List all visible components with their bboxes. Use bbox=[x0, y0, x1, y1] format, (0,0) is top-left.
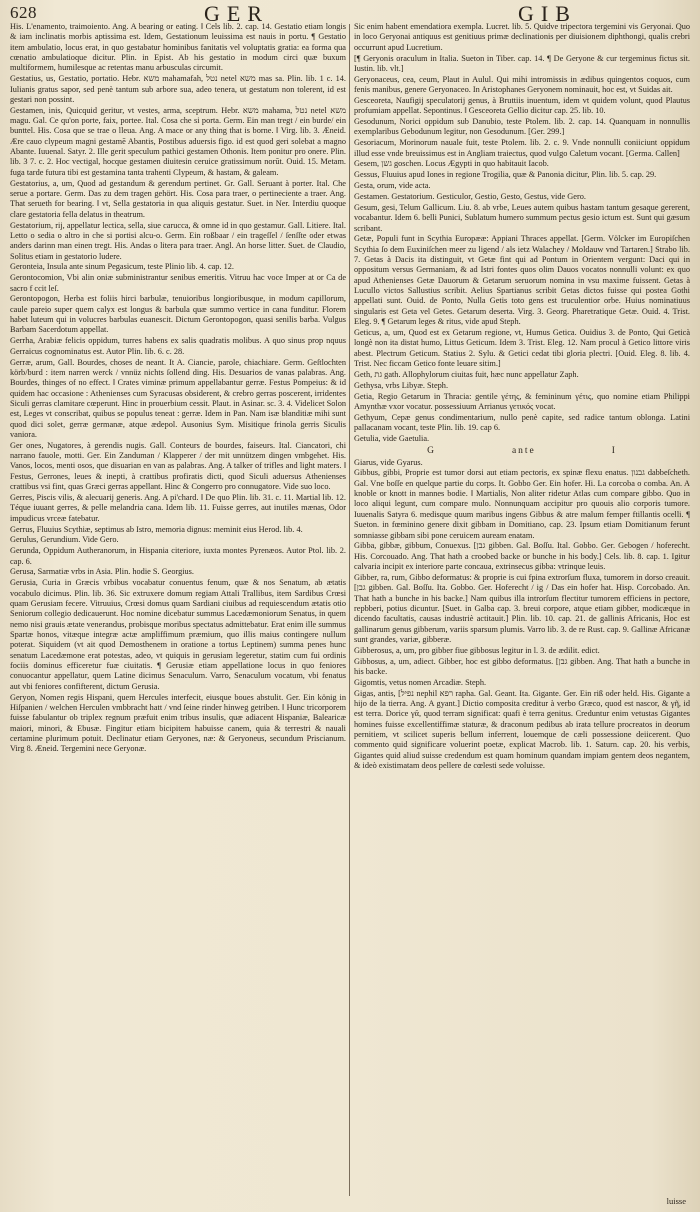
dictionary-entry: Gigomtis, vetus nomen Arcadiæ. Steph. bbox=[354, 677, 487, 687]
dictionary-entry: Gesceoreta, Naufigij speculatorij genus, à Bruttiis inuentum, idem vt quidem volunt, quod Plautus profumiam appellat. Sepontinus. ‖ Gesceoreta Gellio dicitur cap. 25. lib. 10. bbox=[354, 95, 690, 116]
dictionary-entry: Geryon, Nomen regis Hispani, quem Hercules interfecit, eiusque boues abstulit. Ger. Ein könig in Hiſpanien / welchen Herculen vmbbracht hatt / vnd ſeine rinder hinweg getriben. ‖ Hunc tricorporem fuisse fabulantur ob triplex regnum præfuit enim tribus insulis, quæ adiacent Hispaniæ, Balearicæ maiori, minori, & Ebusæ. Fingitur etiam bicipitem habuisse canem, quia & terrestri & nauali certamine plurimum potuit. Declinatur etiam Geryones, næ: & Geryoneus, secundum Priscianum. Virg 8. Æneid. Tergemini nece Geryonæ. bbox=[10, 692, 346, 754]
right-column-entries-upper bbox=[354, 22, 690, 444]
dictionary-entry: Gerræ, arum, Gall. Bourdes, choses de neant. It A. Ciancie, parole, chiachiare. Germ. Geſtlochten körb/burd : item narren werck / vnnüz nichts ſollend ding. His. Desuarios de vanas palabras. Ang. Bourdes, thinges of no effect. ‖ Crates viminæ primum appellabantur gerræ. Festus Pompeius: & id quidem hac occasione : Athenienses cum Syracusas obsiderent, & crebro gerras poscerent, irridentes Siculi gerras clamitare cœperunt. Hinc in prouerbium cessit. Plaut. in Asinar. sc. 3. 4. Videlicet Solon est, Leges vt conscribat, quibus se populus teneat : gerræ. Idem in Pan. Nam isæ blanditiæ mihi sunt quod dici solet, gerræ germanæ, atque ædepol. Ausonius Sym. Misitique frinola gerris Siculis vaniora. bbox=[10, 357, 346, 439]
dictionary-entry: Gestatorium, rij, appellatur lectica, sella, siue carucca, & omne id in quo gestamur. Gall. Litiere. Ital. Letto o sedia o altro in che si portisi alcu-o. Germ. Ein roßbaar / ein trageſſel / ſenſſte oder etwas anders darinn man einen tregt. His. Andas o litera para traer. Angl. An horse litter. Suet. de Claudio, Solitus etiam in gestatorio ludere. bbox=[10, 220, 346, 261]
dictionary-entry: Gestamen. Gestatorium. Gesticulor, Gestio, Gesto, Gestus, vide Gero. bbox=[354, 192, 586, 201]
dictionary-entry: Gesoriacum, Morinorum nauale fuit, teste Ptolem. lib. 2. c. 9. Vnde nonnulli coniiciunt oppidum illud esse vnde breuissimus est in Angliam traiectus, quod vulgo Caletum vocant. [Germa. Callen] bbox=[354, 138, 690, 158]
dictionary-entry: Gessus, Fluuius apud Iones in regione Trogilia, quæ & Panonia dicitur, Plin. lib. 5. cap. 29. bbox=[354, 170, 657, 180]
dictionary-entry: Gerulus, Gerundium. Vide Gero. bbox=[10, 535, 119, 545]
dictionary-entry: Gesta, orum, vide acta. bbox=[354, 181, 431, 191]
left-column bbox=[10, 22, 346, 1202]
dictionary-entry: Gesum, gesi, Telum Gallicum. Liu. 8. ab vrbe, Leues autem quibus hastam tantum gesaque gererent, vocabantur. Idem 6. belli Punici, Sublatum humero summum pectus gesio ictum est. Sunt qui gæsum scribant. bbox=[354, 202, 690, 233]
running-head-right: GIB bbox=[518, 1, 577, 26]
dictionary-entry: Gerontocomion, Vbi alin oniæ subministrantur senibus emeritis. Vitruu hac voce Imper at or Ca de sacro f ccit leſ. bbox=[10, 273, 346, 293]
dictionary-entry: Gethysa, vrbs Libyæ. Steph. bbox=[354, 380, 449, 390]
dictionary-entry: Gestatius, us, Gestatio, portatio. Hebr. משא mahamafah, נטל netel משא mas sa. Plin. lib. 1 c. 14. Iulianis gratus sapor, sed penè tantum sub arbore sua, adeo tenera, ut gestatum non tolerent, id est gestari non possint. bbox=[10, 74, 346, 104]
dictionary-entry: Gerres, Piscis vilis, & alecuarij generis. Ang. A pi'chard. ‖ De quo Plin. lib. 31. c. 11. Martial lib. 12. Téque iuuant gerres, & pelle melandria cana. Idem lib. 11. Fuisse gerres, aut inutiles mænas, Odor impudicus vrceæ fatebatur. bbox=[10, 492, 346, 523]
dictionary-entry: Gerontopogon, Herba est foliis hirci barbulæ, tenuioribus longioribusque, in modum capillorum, caule pareio super quem calyx est longus & barbula quæ summo vertice in cana funditur. Florem habet luteum qui in volucres barbulas euanescit. Dictum Gerontopogon, quasi senilis barba. Vulgus Barbam Sacerdotum appellat. bbox=[10, 294, 346, 335]
dictionary-entry: Gibba, gibbæ, gibbum, Conuexus. [גבן gibben. Gal. Boſſu. Ital. Gobbo. Ger. Gebogen / hoferecht. His. Corcouado. Ang. That hath a croobed backe or bunche in his body.] Cels. lib. 8. cap. 1. Igitur calvaria incipit ex interiore parte concaua, extrinsecus gibba: vtrinque leuis. bbox=[354, 541, 690, 572]
page-number: 628 bbox=[10, 3, 37, 22]
section-heading-middle: ante bbox=[511, 446, 536, 457]
dictionary-entry: Sic enim habent emendatiora exempla. Lucret. lib. 5. Quidve tripectora tergemini vis Geryonai. Quo in loco Geryonai antiquus est genitiuus primæ declinationis per diuisionem diphthongi, qualis crebri occurrunt apud Lucretium. bbox=[354, 22, 690, 52]
catchword: luisse bbox=[666, 1196, 686, 1206]
dictionary-entry: His. L'enamento, traimoiento. Ang. A bearing or eating. ‖ Cels lib. 2. cap. 14. Gestatio etiam longis & iam inclinatis morbis aptissima est. Idem, Gestationum leuissima est nauis in portu. ¶ Gestatio item ambulatio, locus erat, in quo gestabatur hominibus fanitatis vel voluptatis gratia: ea forma qua cœnatio ambulatioque dicitur. Plin. in Epist. Ab his gestatio in modum circi quæ buxum multiformem, humilesque ac retentas manu arbusculas circumit. bbox=[10, 22, 346, 73]
dictionary-entry: Gibber, ra, rum, Gibbo deformatus: & proprie is cui fpina extrorſum fluxa, tumorem in dorso creauit. [גבן gibben. Gal. Boſſu. Ita. Gobbo. Ger. Hoferecht / ig / Das ein hofer hat. Hisp. Corcobado. An. That hath a bunche in his backe.] Nam quibus illa introrſum flectitur tumorem efficiens in pectore, repbberi, potius dicuntur. [Suet. in Galba cap. 3. breui corpore, atque etiam gibber, modicæque in dicendo facultatis, causas industriè actitauit.] Plin. lib. 10. cap. 21. de gallinis Africanis, Hoc est gallinarum genus gibberum, variis sparsum plumis. Varro lib. 3. de re Rust. cap. 9. Gallinæ Africanæ sunt grandes, variæ, gibberæ. bbox=[354, 572, 690, 644]
dictionary-entry: Gesem, גשן goschen. Locus Ægypti in quo habitauit Iacob. bbox=[354, 159, 549, 169]
dictionary-entry: Gigas, antis, [נפיל nephil רפא rapha. Gal. Geant. Ita. Gigante. Ger. Ein riß oder held. His. Gigante a hijo de la tierra. Ang. A gyant.] Dictio composita creditur à verbo Græco, quod est nascor, & γῆ, id est terra. Dorice γᾶ, quod terram significat: quafi è terra genitus. Creduntur enim vetustas Gigantes homines fuisse excellentiffimæ staturæ, & draconum pedibus ab irata tellure procreatos in deorum pernitiem, vt scilicet superis bellum inferrent, louemque de cæli possessione deiicerent. Quo commento quid significare voluerint poetæ, explicat Macrob. lib. 1. Saturn. cap. 20. his verbis, Gigantes quid aliud suisse credendum est quam hominum quandam impiam gentem deos negantem, & ideò existimatam deos pellere de cœlesti sede voluisse. bbox=[354, 688, 690, 771]
dictionary-entry: Gethyum, Cepæ genus condimentarium, nullo penè capite, sed radice tantum oblonga. Latini pallacanam vocant, teste Plin. lib. 19. cap 6. bbox=[354, 412, 690, 433]
dictionary-entry: Giarus, vide Gyarus. bbox=[354, 457, 423, 467]
dictionary-entry: Gerrus, Fluuius Scythiæ, septimus ab Istro, memoria dignus: meminit eius Herod. lib. 4. bbox=[10, 524, 303, 534]
dictionary-entry: Getulia, vide Gaetulia. bbox=[354, 433, 430, 443]
right-column bbox=[354, 22, 690, 1202]
dictionary-entry: Gestatorius, a, um, Quod ad gestandum & gerendum pertinet. Gr. Gall. Seruant à porter. Ital. Che serue a portare. Germ. Das zu dem tragen gehört. His. Cosa para traer, o pertineciente a traer. Ang. That serueth for bearing. ‖ vt, Sella gestatoria in qua aliquis gestatur. Suet. in Ner. Interdiu quoque clare gestatoria fella delatus in theatrum. bbox=[10, 178, 346, 219]
column-divider bbox=[349, 24, 350, 1196]
dictionary-entry: Gesodunum, Norici oppidum sub Danubio, teste Ptolem. lib. 2. cap. 14. Quanquam in nonnullis exemplaribus Gebodunum legitur, non Gesodunum. [Ger. 299.] bbox=[354, 117, 690, 137]
running-head-left: GER bbox=[204, 1, 269, 26]
dictionary-entry: Gerunda, Oppidum Autheranorum, in Hispania citeriore, iuxta montes Pyrenæos. Autor Ptol. lib. 2. cap. 6. bbox=[10, 546, 346, 566]
dictionary-entry: Geronteia, Insula ante sinum Pegasicum, teste Plinio lib. 4. cap. 12. bbox=[10, 262, 234, 272]
dictionary-entry: Gibbosus, a, um, adiect. Gibber, hoc est gibbo deformatus. [גבן gibben. Ang. That hath a bunche in his backe. bbox=[354, 656, 690, 676]
dictionary-entry: Ger ones, Nugatores, à gerendis nugis. Gall. Conteurs de bourdes, faiseurs. Ital. Ciancatori, chi narrano fauole, motti. Ger. Ein Zanduman / Klapperer / der mit unnützem dingen vmbgehet. His. Vanos, locos, menti osos, que disuarian en van as palabras. Ang. A talker of trifles and light maters. ‖ Festus, Gerrones, leues & inepti, à crattibus profiratis dicti, quod Siculi aduersus Athenienses crattibus vsi fint, quas Græci gerras appellant. Hinc & Congerro pro connugatore. Vide suo loco. bbox=[10, 440, 346, 492]
section-heading-right: I bbox=[611, 446, 617, 457]
dictionary-entry: Geticus, a, um, Quod est ex Getarum regione, vt, Humus Getica. Ouidius 3. de Ponto, Qui Geticà longè non ita distat humo, Littus Geticum. Idem 3. Trist. Eleg. 12. Nam procul à Getico littore viris abest. Plectrum Geticum. Statius 2. Sylu. & Getici cedat tibi gloria plectri. [Ouid. Eleg. 8. lib. 4. Trist. Nec ficcam Getico fonte leuare sitim.] bbox=[354, 327, 690, 368]
dictionary-entry: Gibberosus, a, um, pro gibber fiue gibbosus legitur in l. 3. de ædilit. edict. bbox=[354, 645, 600, 655]
dictionary-entry: Getæ, Populi funt in Scythia Europææ: Appiani Thraces appellat. [Germ. Völcker im Europiſchen Scythia ſo dem Euxiniſchen meer zu ligend / als ietz Walachey / Moldauw vnd Tartaren.] Strabo lib. 7. Getas à Dacis ita distinguit, vt Getæ fint qui ad Pontum in Orientem vergunt: Daci qui in oppositum versus Germaniam, & ad Istri fontes quos olim Dauos vocatos nonnulli volunt: ex quo apud Athenienses Getæ Dauorum & Getarum seruorum nomina in vsu maxime fuissent. Getas à Lucullo victos Sallustius scribit. Aelius Spartianus scribit Getas dictos fuisse qui postea Gothi appellati sunt. Ouid. de Ponto, Nulla Getis toto gens est truculentior orbe. Huius nominatiuus singularis est Geta vel Getes. Getarum deserta. Virg. 3. Georg. Pharetratique Getæ. Ouid. 4. Trist. Eleg. 9. ¶ Getarum leges & ritus, vide apud Steph. bbox=[354, 234, 690, 327]
dictionary-entry: Geryonaceus, cea, ceum, Plaut in Aulul. Qui mihi intromissis in ædibus quingentos coquos, cum fenis manibus, genere Geryonaceo. In Aristophanes Geryonem nominauit, hoc est, vt Suidas ait. bbox=[354, 74, 690, 95]
dictionary-entry: Gibbus, gibbi, Proprie est tumor dorsi aut etiam pectoris, ex spinæ flexu enatus. גבנון dabbeſcheth. Gal. Vne boſſe en quelque partie du corps. It. Gobbo Ger. Ein hofer. Hi. La corcoba o comba. An. A knoble or knott in mannes bodie. ‖ Martialis, Non aliter ridetur Atlas cum compare gibbo. Quo in loco aliqui legunt, cum compare mulo. Nonnunquam accipitur pro quouis alio corporis tumore. Iuuenalis Satyra 6. medisque quum maribus ingens Gibbus & atre malum femper ftillantis ocelli. ¶ Sueton. in fœminino genere dixit gibbam in Domitiano, cap. 23. Ipsum etiam Domitianum ferunt somniasse gibbam sibi pone ceruicem auream enatam. bbox=[354, 468, 690, 540]
section-heading-left: G bbox=[427, 446, 436, 457]
dictionary-entry: Geth, גת gath. Allophylorum ciuitas fuit, hæc nunc appellatur Zaph. bbox=[354, 369, 579, 379]
dictionary-entry: Gerrha, Arabiæ felicis oppidum, turres habens ex salis quadratis molibus. A quo sinus prop nquus Gerraicus cognominatus est. Autor Plin. lib. 6. c. 28. bbox=[10, 336, 346, 356]
dictionary-entry: [¶ Geryonis oraculum in Italia. Sueton in Tiber. cap. 14. ¶ De Geryone & cur tergeminus fictus sit. Iustin. lib. vlt.] bbox=[354, 53, 690, 73]
dictionary-entry: Gerusia, Curia in Græcis vrbibus vocabatur conuentus fenum, quæ & nos Senatum, ab ætatis vocabulo dicimus. Plin. lib. 36. Sic extruxere domum regiam Attali Trallibus, item Sardibus Crœsi quam Gerusiam fecere. Vitruuius, Crœsi domus quam Sardiani ciuibus ad requiescendum ætatis otio Seniorum collegio dedicauerunt. Hoc nomine dicebatur summus Lacedæmoniorum Senatus, in quem nemo nisi grauis ætate venerandus, probisque moribus spectatus admittebatur. Erat enim ille summus Spartæ honos, vitæque integræ actæ ampliffimum præmium, quo illis maius contingere nullum poterat. Siquidem (vt ait quod Demosthenem in oratione a tortus Leptinem) summa penes hunc senatum Lacedæmone erat potestas, adeo, vt quiquis in gerusiam legeretur, statim cum fui ordinis fociis dominus efficeretur fuæ ciuitatis. ¶ Gerusiæ etiam appellatione locus in quo feniores conuocantur appellatur, quem Latine dicimus Senaculum. Varro, Senaculum vocatum, vbi fenatus aut vbi feniores confifterent, dictum Gerusia. bbox=[10, 578, 346, 691]
section-heading bbox=[354, 446, 690, 456]
right-column-entries-lower bbox=[354, 458, 690, 772]
dictionary-entry: Getia, Regio Getarum in Thracia: gentile γέτης, & femininum γέτις, quo nomine etiam Philippi Amynthæ vxor vocatur. possessiuum Arrianus γετικός vocat. bbox=[354, 391, 690, 411]
dictionary-entry: Gestamen, inis, Quicquid geritur, vt vestes, arma, sceptrum. Hebr. משא mahama, נטל netel משא magu. Gal. Ce qu'on porte, faix, portee. Ital. Cosa che si porta. Germ. Ein man tregt / ein burde/ ein bunttel. His. Cosa que se trae o lleua. Ang. A mace or any thing that is borne. ‖ Virg. lib. 3. Æneid. Ære cauo clypeum magni gestamē Abantis, Postibus aduersis figo. id est quod geri solebat a magno Abante. Iuuenal. Satyr. 2. Ille gerit speculum pathici gestamen Othonis. Item ponitur pro onere. Plin. lib. 3 7. c. 2. Hoc vectigal, hocque gestamen diuitesin ceruice gratissimum norūt. Ouid. 15. Metam. fuga tarde futura tibi est gestamina tanta trahenti Clypeum, & hastam, & galeam. bbox=[10, 105, 346, 177]
dictionary-entry: Gerusa, Sarmatiæ vrbs in Asia. Plin. hodie S. Georgius. bbox=[10, 567, 194, 577]
